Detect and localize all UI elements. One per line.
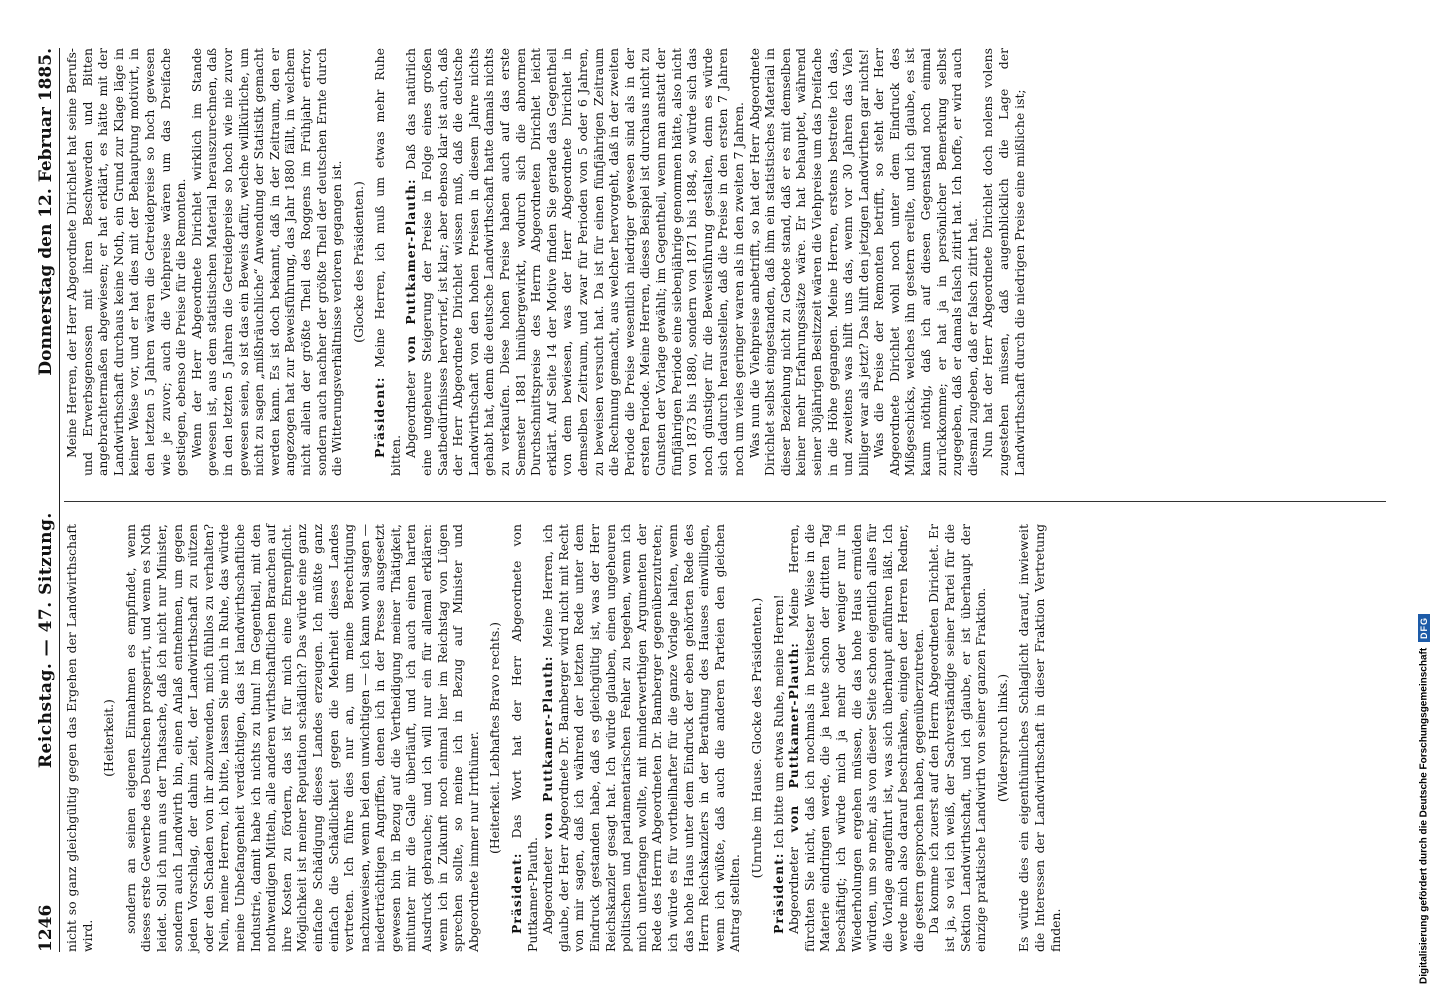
page-header [26, 48, 60, 952]
paragraph: Was die Preise der Remonten betrifft, so steht der Herr Abgeordnete Dirichlet wohl noch unter dem Eindruck des Mißgeschicks, welches ihn gestern ereilte, und ich glaube, es ist kaum nöthig, daß ich auf diesen Gegenstand noch einmal zurückkomme; er hat ja in persönlicher Bemerkung selbst zugegeben, daß er damals falsch zitirt hat. Ich hoffe, er wird auch diesmal zugeben, daß er falsch zitirt hat. [871, 48, 980, 476]
paragraph: Da komme ich zuerst auf den Herrn Abgeordneten Dirichlet. Er ist ja, so viel ich weiß, der Sachverständige seiner Partei für die Sektion Landwirthschaft, und ich glaube, er ist überhaupt der einzige praktische Landwirth von seiner ganzen Fraktion. [926, 524, 989, 952]
right-text-column [64, 48, 1027, 476]
paragraph: Abgeordneter von Puttkamer-Plauth: Daß das natürlich eine ungeheure Steigerung der Preise in Folge eines großen Saatbedürfnisses hervorrief, ist klar; aber ebenso klar ist auch, daß der Herr Abgeordnete Dirichlet wissen muß, daß die deutsche Landwirthschaft von den hohen Preisen in diesem Jahre nichts gehabt hat, denn die deutsche Landwirthschaft hatte damals nichts zu verkaufen. Diese hohen Preise haben auch auf das erste Semester 1881 hinübergewirkt, wodurch sich die abnormen Durchschnittspreise des Herrn Abgeordneten Dirichlet leicht erklärt. Auf Seite 14 der Motive finden Sie gerade das Gegentheil von dem bewiesen, was der Herr Abgeordnete Dirichlet in demselben Zeitraum, und zwar für Perioden von 5 oder 6 Jahren, zu beweisen versucht hat. Da ist für einen fünfjährigen Zeitraum die Rechnung gemacht, aus welcher hervorgeht, daß in der zweiten Periode die Preise wesentlich niedriger gewesen sind als in der ersten Periode. Meine Herren, dieses Beispiel ist durchaus nicht zu Gunsten der Vorlage gewählt; im Gegentheil, wenn man anstatt der fünfjährigen Periode eine siebenjährige genommen hätte, also nicht von 1873 bis 1880, sondern von 1871 bis 1884, so würde sich das noch günstiger für die Beweisführung gestalten, denn es würde sich dadurch herausstellen, daß die Preise in den ersten 7 Jahren noch um vieles geringer waren als in den zweiten 7 Jahren. [403, 48, 746, 476]
header-date: Donnerstag den 12. Februar 1885. [36, 48, 56, 376]
paragraph: Meine Herren, der Herr Abgeordnete Dirichlet hat seine Berufs- und Erwerbsgenossen mit ihren Beschwerden und Bitten angebrachtermaßen abgewiesen; er hat erklärt, es hätte mit der Landwirthschaft durchaus keine Noth, ein Grund zur Klage läge in keiner Weise vor, und er hat dies mit der Behauptung motivirt, in den letzten 5 Jahren wären die Getreidepreise so hoch gewesen wie je zuvor; auch die Viehpreise wären um das Dreifache gestiegen, ebenso die Preise für die Remonten. [64, 48, 189, 476]
stage-direction: (Widerspruch links.) [994, 673, 1010, 803]
paragraph: Nun hat der Herr Abgeordnete Dirichlet doch nolens volens zugestehen müssen, daß augenblicklich die Lage der Landwirthschaft durch die niedrigen Preise eine mißliche ist; [980, 48, 1027, 476]
paragraph: Abgeordneter von Puttkamer-Plauth: Meine Herren, fürchten Sie nicht, daß ich nochmals in breitester Weise in die Materie eindringen werde, die ja heute schon der dritten Tag beschäftigt; ich würde mich ja mehr oder weniger nur in Wiederholungen ergehen müssen, die das hohe Haus ermüden würden, um so mehr, als von dieser Seite schon eigentlich alles für die Vorlage angeführt ist, was sich überhaupt anführen läßt. Ich werde mich also darauf beschränken, einigen der Herren Redner, die gestern gesprochen haben, gegenüberzutreten. [786, 524, 926, 952]
paragraph: sondern an seinen eigenen Einnahmen es empfindet, wenn dieses erste Gewerbe des Deutschen prosperirt, und wenn es Noth leidet. Soll ich nun aus der Thatsache, daß ich nicht nur Minister, sondern auch Landwirth bin, einen Anlaß entnehmen, um gegen jeden Vorschlag, der dahin zielt, der Landwirthschaft zu nützen oder den Schaden von ihr abzuwenden, mich fühllos zu verhalten? Nein, meine Herren, ich bitte, lassen Sie mich in Ruhe, das würde meine Unbefangenheit verdächtigen, das ist landwirthschaftliche Industrie, damit habe ich nichts zu thun! Im Gegentheil, mit den nothwendigen Mitteln, alle anderen wirthschaftlichen Branchen auf ihre Kosten zu fördern, das ist für mich eine Ehrenpflicht. Möglichkeit ist meiner Reputation schädlich? Das würde eine ganz einfache Schädigung dieses Landes erzeugen. Ich müßte ganz einfach die Schädlichkeit gegen die Mehrheit dieses Landes vertreten. Ich führe dies nur an, um meine Berechtigung nachzuweisen, wenn bei den unwichtigen — ich kann wohl sagen — niederträchtigen Angriffen, denen ich in der Presse ausgesetzt gewesen bin in Bezug auf die Vertheidigung meiner Thätigkeit, mitunter mir die Galle überläuft, und ich auch einen harten Ausdruck gebrauche; und ich will nur ein für allemal erklären: wenn ich in Zukunft noch einmal hier im Reichstag von Lügen sprechen sollte, so meine ich in Bezug auf Minister und Abgeordnete immer nur Irrthümer. [122, 524, 481, 952]
paragraph: Wenn der Herr Abgeordnete Dirichlet wirklich im Stande gewesen ist, aus dem statistischen Material herauszurechnen, daß in den letzten 5 Jahren die Getreidepreise so hoch wie nie zuvor gewesen seien, so ist das ein Beweis dafür, welche willkürliche, um nicht zu sagen „mißbräuchliche“ Anwendung der Statistik gemacht werden kann. Es ist doch bekannt, daß in der Zeitraum, den er angezogen hat zur Beweisführung, das Jahr 1880 fällt, in welchem nicht allein der größte Theil des Roggens im Frühjahr erfror, sondern auch nachher der größte Theil der deutschen Ernte durch die Witterungsverhältnisse verloren gegangen ist. [188, 48, 345, 476]
left-text-column [64, 524, 1063, 952]
paragraph: Abgeordneter von Puttkamer-Plauth: Meine Herren, ich glaube, der Herr Abgeordnete Dr. Bamberger wird nicht mit Recht von mir sagen, daß ich während der letzten Rede unter dem Eindruck gestanden habe, daß es gleichgültig ist, was der Herr Reichskanzler gesagt hat. Ich würde glauben, einen ungeheuren politischen und parlamentarischen Fehler zu begehen, wenn ich mich unterfangen wollte, mit minderwerthigen Argumenten der Rede des Herrn Abgeordneten Dr. Bamberger gegenüberzutreten; ich würde es für vortheilhafter für die ganze Vorlage halten, wenn das hohe Haus unter dem Eindruck der eben gehörten Rede des Herrn Reichskanzlers in der Berathung des Hauses einwilligen, wenn ich wüßte, daß auch die anderen Parteien den gleichen Antrag stellten. [540, 524, 743, 952]
paragraph: Präsident: Das Wort hat der Herr Abgeordnete von Puttkamer-Plauth. [509, 524, 540, 952]
header-title: Reichstag. — 47. Sitzung. [36, 512, 56, 769]
funding-note [1418, 4, 1430, 984]
funding-note-text: Digitalisierung gefördert durch die Deutsche Forschungsgemeinschaft [1418, 647, 1430, 984]
column-divider [64, 501, 1386, 502]
paragraph: Was nun die Viehpreise anbetrifft, so hat der Herr Abgeordnete Dirichlet selbst eingestanden, daß ihm ein statistisches Material in dieser Beziehung nicht zu Gebote stand, daß er es mit demselben keiner mehr Erfahrungssätze wäre. Er hat behauptet, während seiner 30jährigen Besitzzeit wären die Viehpreise um das Dreifache in die Höhe gegangen. Meine Herren, erstens bestreite ich das, und zweitens was hilft uns das, wenn vor 30 Jahren das Vieh billiger war als jetzt? Das hilft den jetzigen Landwirthen gar nichts! [746, 48, 871, 476]
paragraph: Es würde dies ein eigenthümliches Schlaglicht darauf, inwieweit die Interessen der Landwirthschaft in dieser Fraktion Vertretung finden. [1016, 524, 1063, 952]
paragraph: nicht so ganz gleichgültig gegen das Ergehen der Landwirthschaft wird. [64, 524, 95, 952]
dfg-logo: DFG [1418, 614, 1430, 642]
paragraph: Präsident: Meine Herren, ich muß um etwas mehr Ruhe bitten. [372, 48, 403, 476]
stage-direction: (Glocke des Präsidenten.) [350, 181, 366, 343]
stage-direction: (Unruhe im Hause. Glocke des Präsidenten.) [748, 597, 764, 879]
paragraph: Präsident: Ich bitte um etwas Ruhe, meine Herren! [770, 594, 786, 934]
stage-direction: (Heiterkeit. Lebhaftes Bravo rechts.) [487, 622, 503, 854]
stage-direction: (Heiterkeit.) [101, 699, 117, 777]
page-number: 1246 [36, 904, 56, 952]
